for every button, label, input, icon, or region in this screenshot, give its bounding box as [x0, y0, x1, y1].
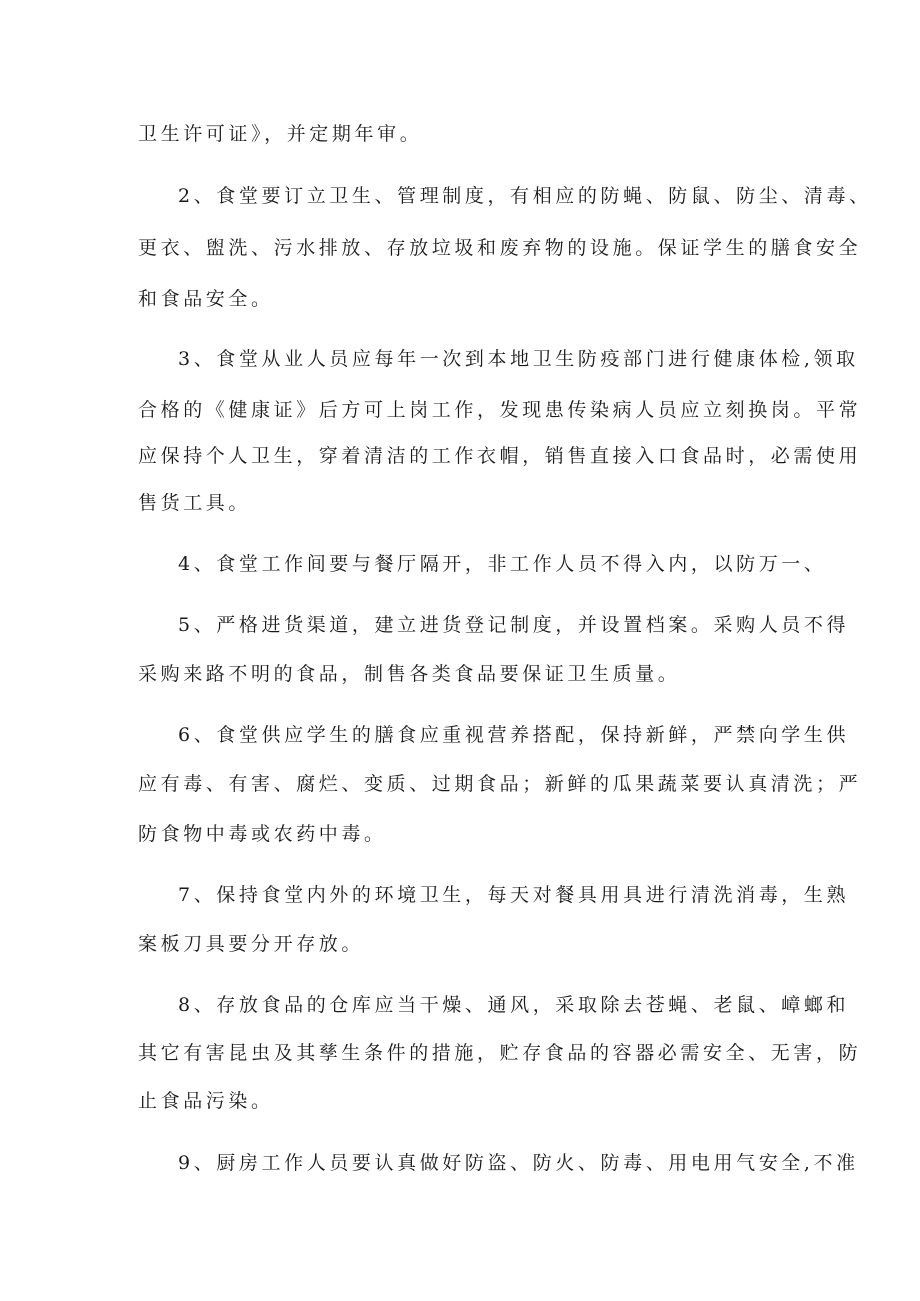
text-line: 案板刀具要分开存放。: [138, 933, 365, 955]
text-line: 7、保持食堂内外的环境卫生，每天对餐具用具进行清洗消毒，生熟: [178, 884, 850, 906]
text-line: 止食品污染。: [138, 1090, 274, 1112]
text-line: 售货工具。: [138, 492, 252, 514]
text-line: 和食品安全。: [138, 288, 274, 310]
text-line: 5、严格进货渠道，建立进货登记制度，并设置档案。采购人员不得: [178, 614, 850, 636]
text-line: 9、厨房工作人员要认真做好防盗、防火、防毒、用电用气安全,不准: [178, 1152, 859, 1174]
text-line: 2、食堂要订立卫生、管理制度，有相应的防蝇、防鼠、防尘、清毒、: [178, 185, 872, 207]
text-line: 3、食堂从业人员应每年一次到本地卫生防疫部门进行健康体检,领取: [178, 348, 859, 370]
text-line: 6、食堂供应学生的膳食应重视营养搭配，保持新鲜，严禁向学生供: [178, 724, 850, 746]
text-line: 4、食堂工作间要与餐厅隔开，非工作人员不得入内，以防万一、: [178, 553, 827, 575]
text-line: 应有毒、有害、腐烂、变质、过期食品；新鲜的瓜果蔬菜要认真清洗；严: [138, 773, 862, 795]
text-line: 更衣、盥洗、污水排放、存放垃圾和废弃物的设施。保证学生的膳食安全: [138, 237, 862, 259]
text-line: 其它有害昆虫及其孳生条件的措施，贮存食品的容器必需安全、无害，防: [138, 1042, 862, 1064]
text-line: 卫生许可证》，并定期年审。: [138, 123, 423, 145]
text-line: 8、存放食品的仓库应当干燥、通风，采取除去苍蝇、老鼠、嶂螂和: [178, 994, 850, 1016]
text-line: 应保持个人卫生，穿着清洁的工作衣帽，销售直接入口食品时，必需使用: [138, 445, 862, 467]
text-line: 防食物中毒或农药中毒。: [138, 823, 387, 845]
text-line: 采购来路不明的食品，制售各类食品要保证卫生质量。: [138, 663, 681, 685]
text-line: 合格的《健康证》后方可上岗工作，发现患传染病人员应立刻换岗。平常: [138, 399, 862, 421]
